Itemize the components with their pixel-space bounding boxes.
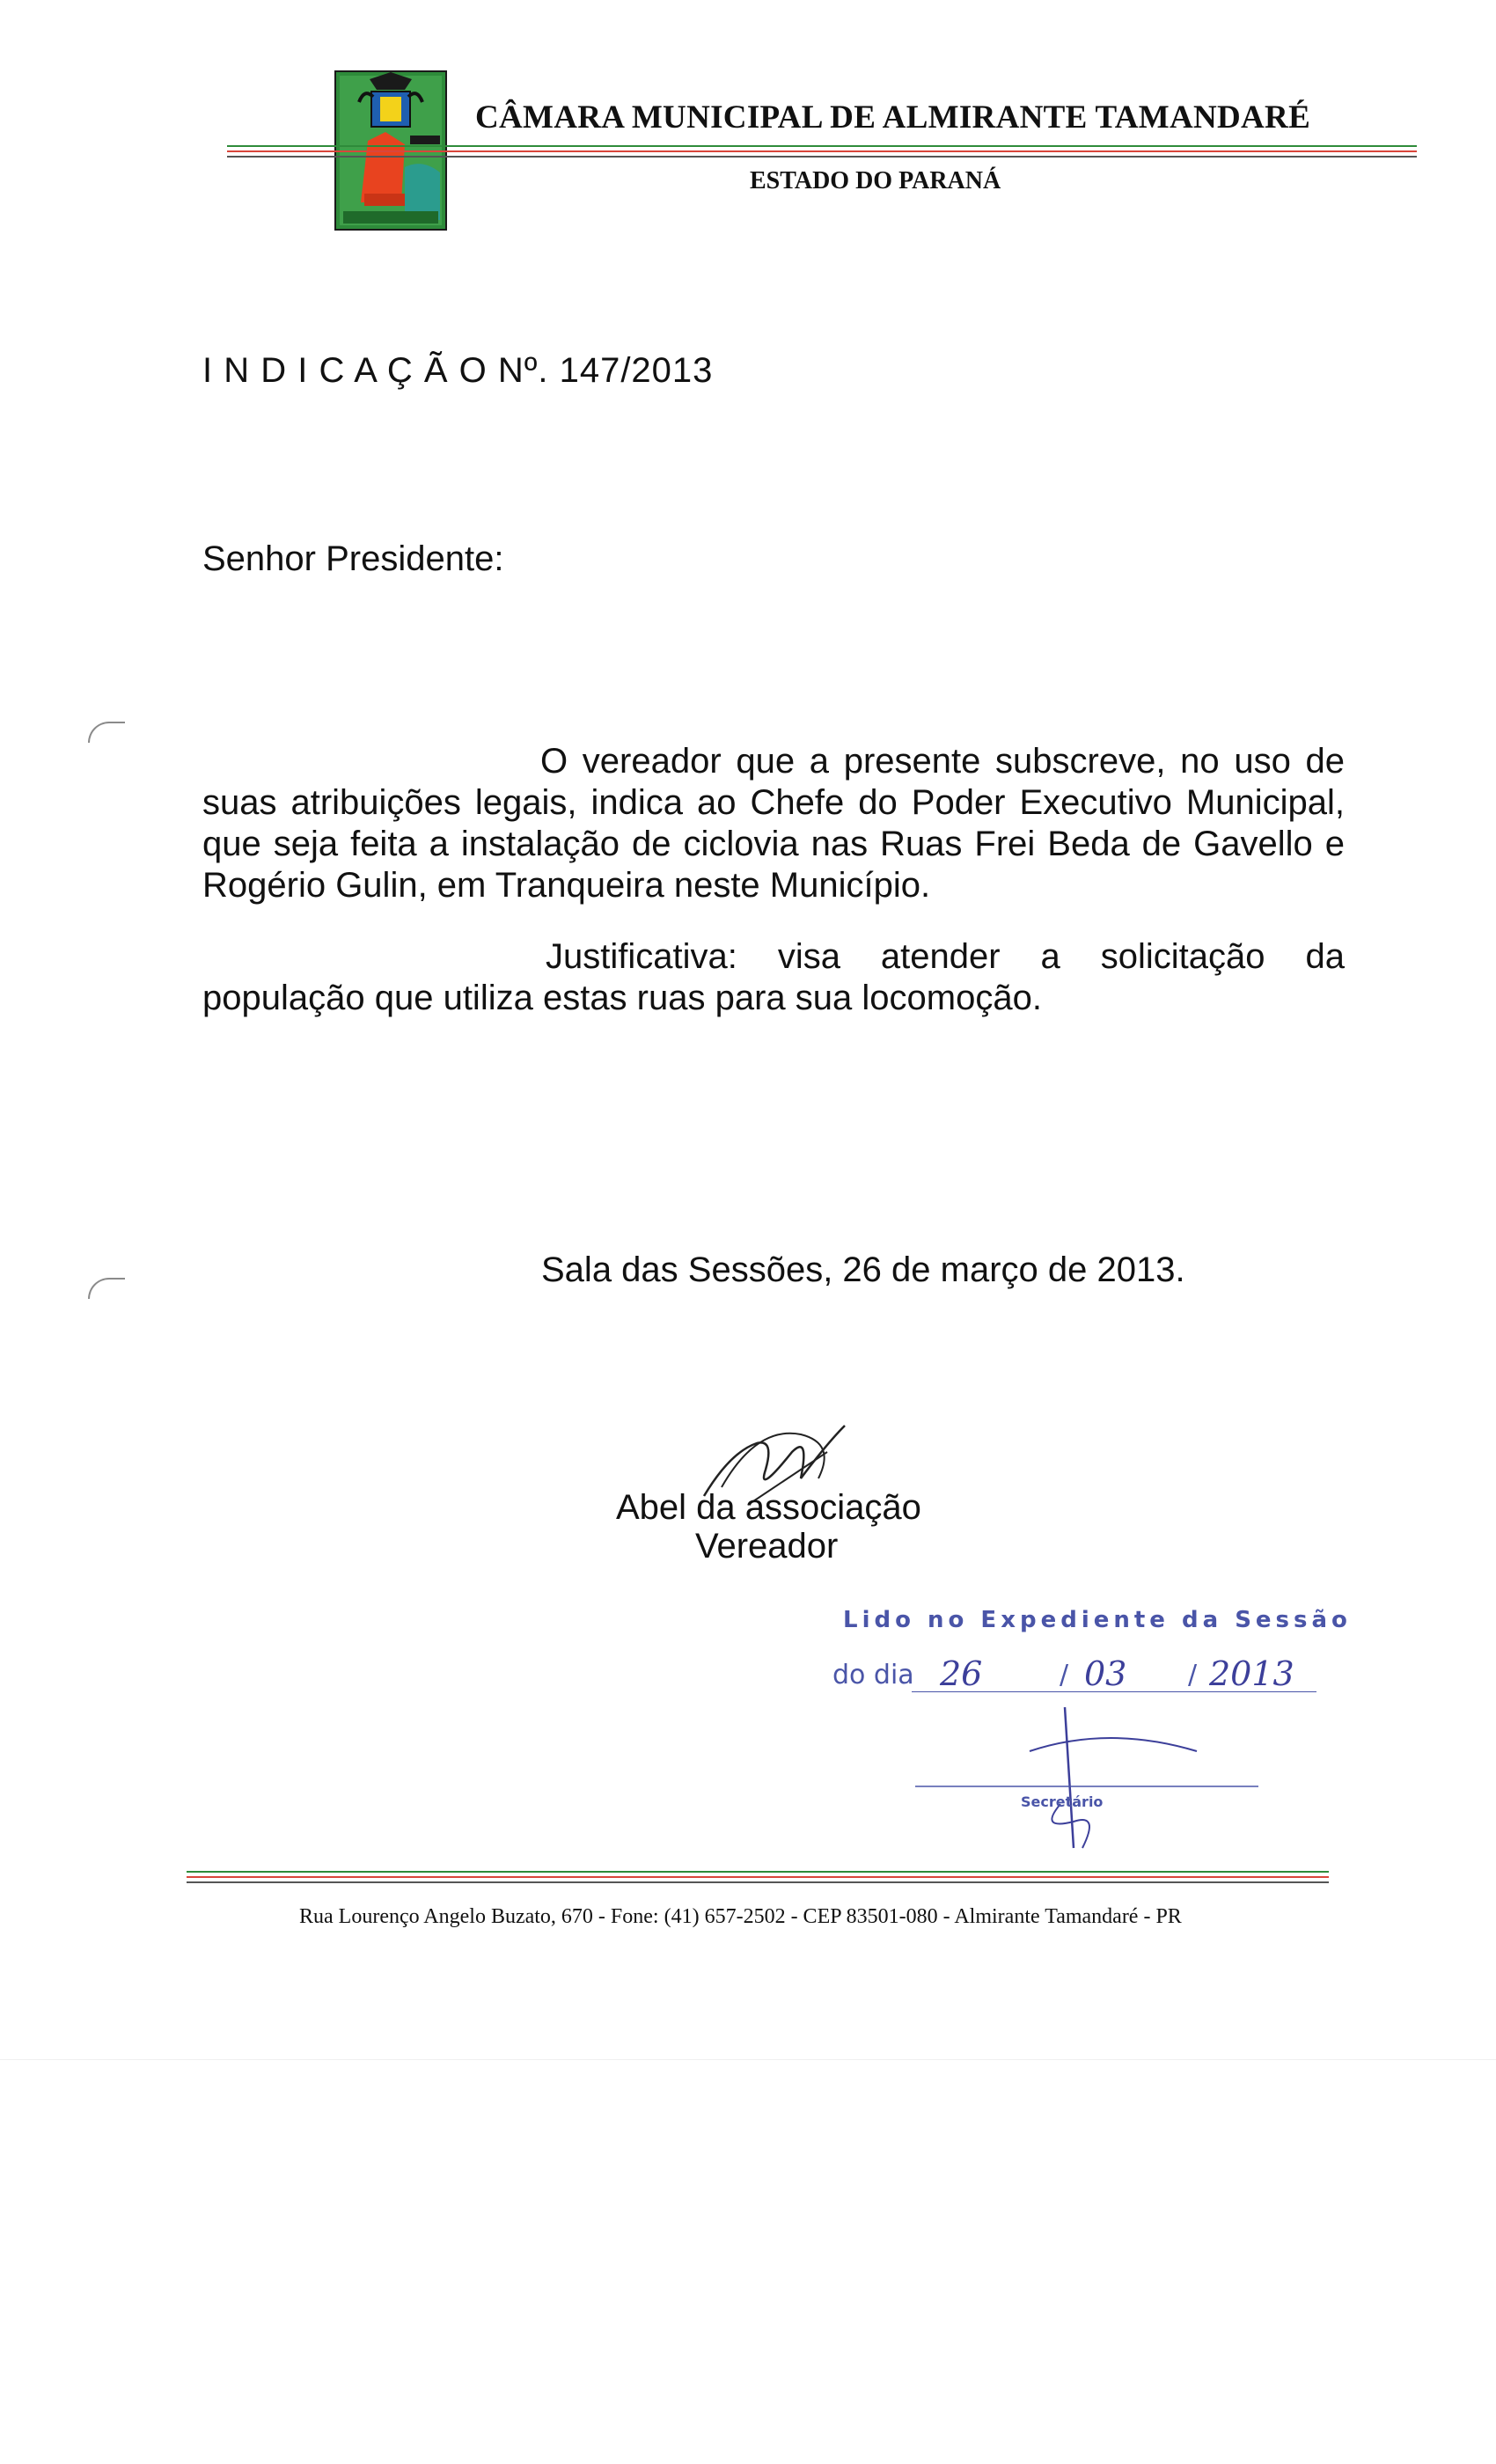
stamp-reading-line: Lido no Expediente da Sessão — [843, 1607, 1352, 1633]
secretary-signature-mark — [906, 1698, 1276, 1861]
document-number: I N D I C A Ç Ã O Nº. 147/2013 — [202, 351, 714, 390]
stamp-separator: / — [1060, 1660, 1069, 1690]
punch-hole-mark — [88, 722, 125, 743]
stamp-day: 26 — [940, 1654, 983, 1693]
state-name: ESTADO DO PARANÁ — [750, 167, 1001, 194]
header-rule-red — [227, 150, 1417, 152]
footer-rule-dark — [187, 1881, 1329, 1883]
chamber-name: CÂMARA MUNICIPAL DE ALMIRANTE TAMANDARÉ — [475, 99, 1311, 136]
signatory-role: Vereador — [695, 1527, 839, 1566]
header-rule-green — [227, 145, 1417, 147]
signatory-name: Abel da associação — [616, 1488, 921, 1527]
stamp-separator: / — [1188, 1660, 1198, 1690]
stamp-date-line — [832, 1660, 914, 1690]
footer-rule-red — [187, 1876, 1329, 1878]
scan-edge-line — [0, 2059, 1496, 2060]
stamp-date-prefix: do dia — [832, 1660, 914, 1690]
punch-hole-mark — [88, 1278, 125, 1299]
stamp-month: 03 — [1084, 1654, 1127, 1693]
place-date: Sala das Sessões, 26 de março de 2013. — [541, 1250, 1185, 1289]
salutation: Senhor Presidente: — [202, 539, 504, 578]
indication-paragraph: O vereador que a presente subscreve, no uso de suas atribuições legais, indica ao Chefe do Poder Executivo Municipal, que seja feita a instalação de ciclovia nas Ruas Frei Beda de Gavello e Rogério Gulin, em Tranqueira neste Município. — [202, 742, 1345, 905]
footer-address: Rua Lourenço Angelo Buzato, 670 - Fone: (41) 657-2502 - CEP 83501-080 - Almirante Tamandaré - PR — [299, 1905, 1182, 1928]
footer-rule-green — [187, 1871, 1329, 1873]
justification-paragraph: Justificativa: visa atender a solicitação da população que utiliza estas ruas para sua locomoção. — [202, 937, 1345, 1017]
stamp-year: 2013 — [1209, 1654, 1294, 1693]
stamp-signer-role: Secretário — [1021, 1793, 1104, 1810]
header-rule-dark — [227, 156, 1417, 158]
